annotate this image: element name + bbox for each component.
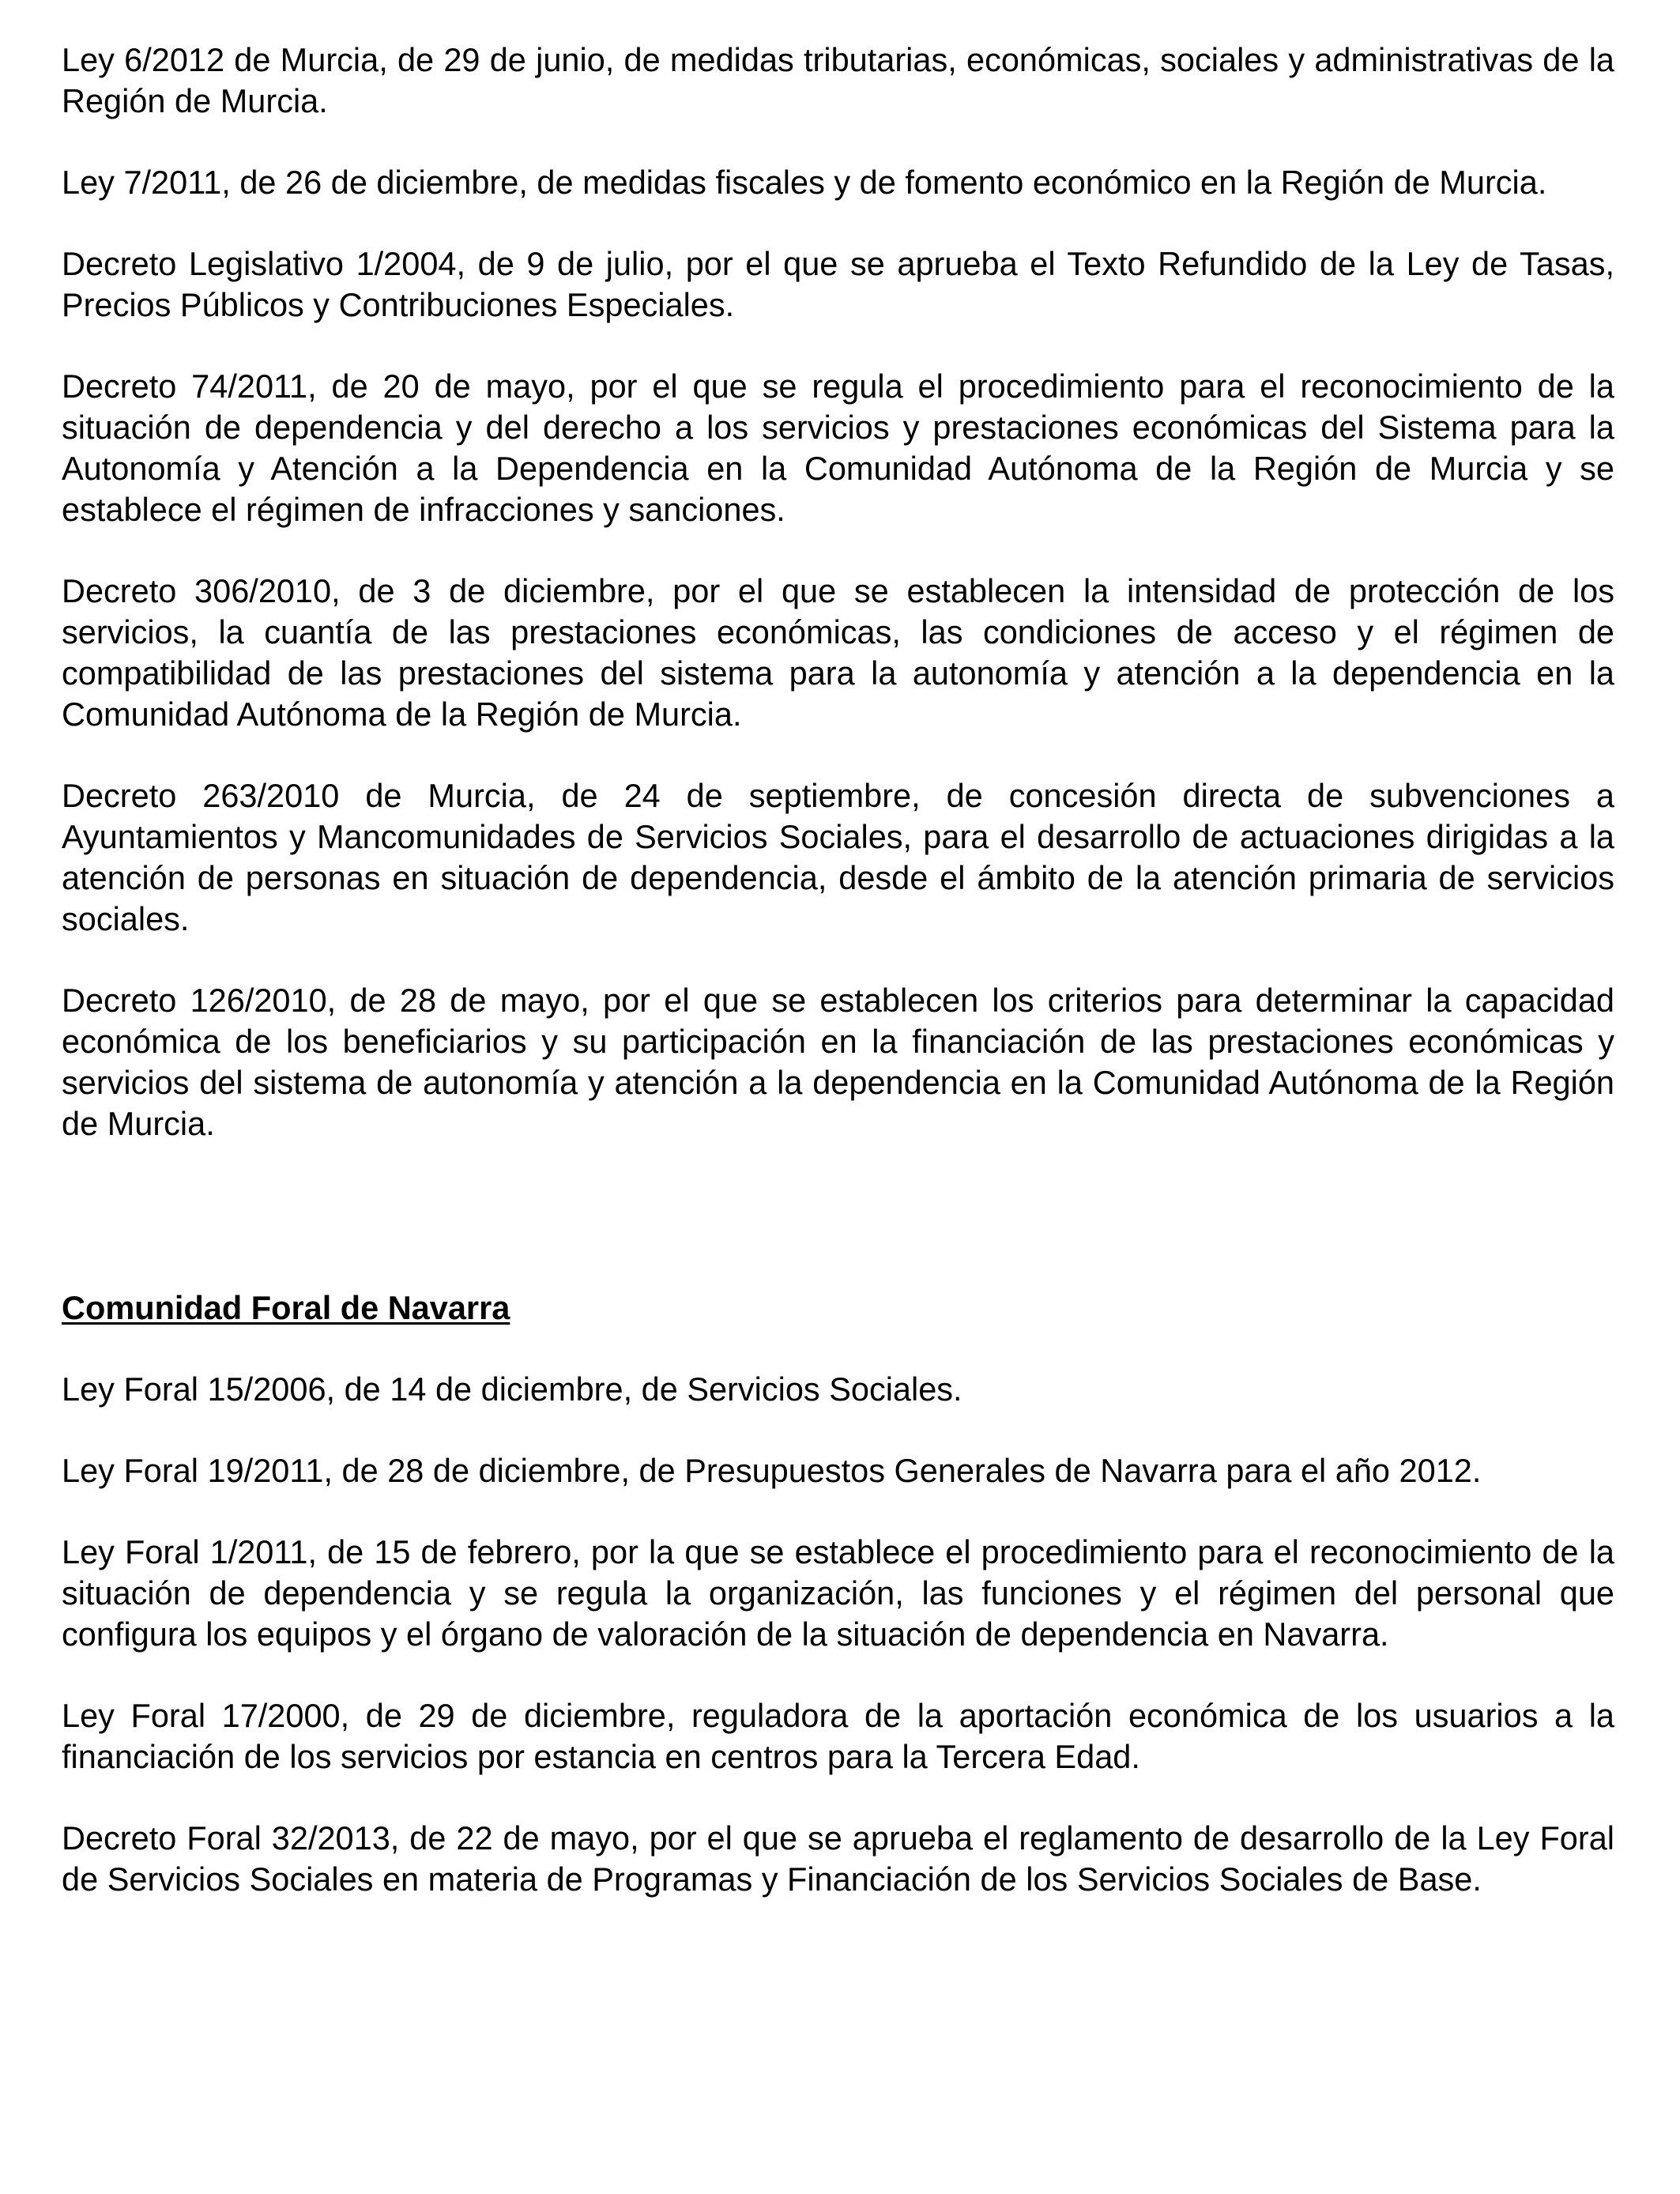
- legal-reference: Ley 7/2011, de 26 de diciembre, de medidas fiscales y de fomento económico en la Región de Murcia.: [62, 164, 1547, 201]
- legal-reference: Decreto 126/2010, de 28 de mayo, por el que se establecen los criterios para determinar la capacidad económica de los beneficiarios y su participación en la financiación de las prestaciones económicas y servicios del sistema de autonomía y atención a la dependencia en la Comunidad Autónoma de la Región de Murcia.: [62, 982, 1614, 1142]
- legal-reference: Ley Foral 15/2006, de 14 de diciembre, de Servicios Sociales.: [62, 1370, 962, 1408]
- murcia-legislation-list: [62, 40, 1614, 1144]
- navarra-legislation-section: [62, 1287, 1614, 1900]
- legal-reference: Ley 6/2012 de Murcia, de 29 de junio, de medidas tributarias, económicas, sociales y administrativas de la Región de Murcia.: [62, 41, 1614, 119]
- section-spacer: [62, 1185, 1614, 1287]
- legal-reference: Ley Foral 19/2011, de 28 de diciembre, de Presupuestos Generales de Navarra para el año 2012.: [62, 1452, 1482, 1489]
- legal-reference: Decreto Foral 32/2013, de 22 de mayo, por el que se aprueba el reglamento de desarrollo de la Ley Foral de Servicios Sociales en materia de Programas y Financiación de los Servicios Sociales de Base.: [62, 1819, 1614, 1898]
- legal-reference: Ley Foral 1/2011, de 15 de febrero, por la que se establece el procedimiento para el reconocimiento de la situación de dependencia y se regula la organización, las funciones y el régimen del personal que configura los equipos y el órgano de valoración de la situación de dependencia en Navarra.: [62, 1533, 1614, 1653]
- legal-reference: Decreto Legislativo 1/2004, de 9 de julio, por el que se aprueba el Texto Refundido de la Ley de Tasas, Precios Públicos y Contribuciones Especiales.: [62, 245, 1614, 323]
- document-page: [62, 40, 1614, 1940]
- legal-reference: Decreto 306/2010, de 3 de diciembre, por el que se establecen la intensidad de protección de los servicios, la cuantía de las prestaciones económicas, las condiciones de acceso y el régimen de compatibilidad de las prestaciones del sistema para la autonomía y atención a la dependencia en la Comunidad Autónoma de la Región de Murcia.: [62, 572, 1614, 733]
- legal-reference: Ley Foral 17/2000, de 29 de diciembre, reguladora de la aportación económica de los usuarios a la financiación de los servicios por estancia en centros para la Tercera Edad.: [62, 1697, 1614, 1775]
- section-heading: Comunidad Foral de Navarra: [62, 1289, 510, 1326]
- legal-reference: Decreto 74/2011, de 20 de mayo, por el que se regula el procedimiento para el reconocimiento de la situación de dependencia y del derecho a los servicios y prestaciones económicas del Sistema para la Autonomía y Atención a la Dependencia en la Comunidad Autónoma de la Región de Murcia y se establece el régimen de infracciones y sanciones.: [62, 368, 1614, 528]
- legal-reference: Decreto 263/2010 de Murcia, de 24 de septiembre, de concesión directa de subvenciones a Ayuntamientos y Mancomunidades de Servicios Sociales, para el desarrollo de actuaciones dirigidas a la atención de personas en situación de dependencia, desde el ámbito de la atención primaria de servicios sociales.: [62, 777, 1614, 937]
